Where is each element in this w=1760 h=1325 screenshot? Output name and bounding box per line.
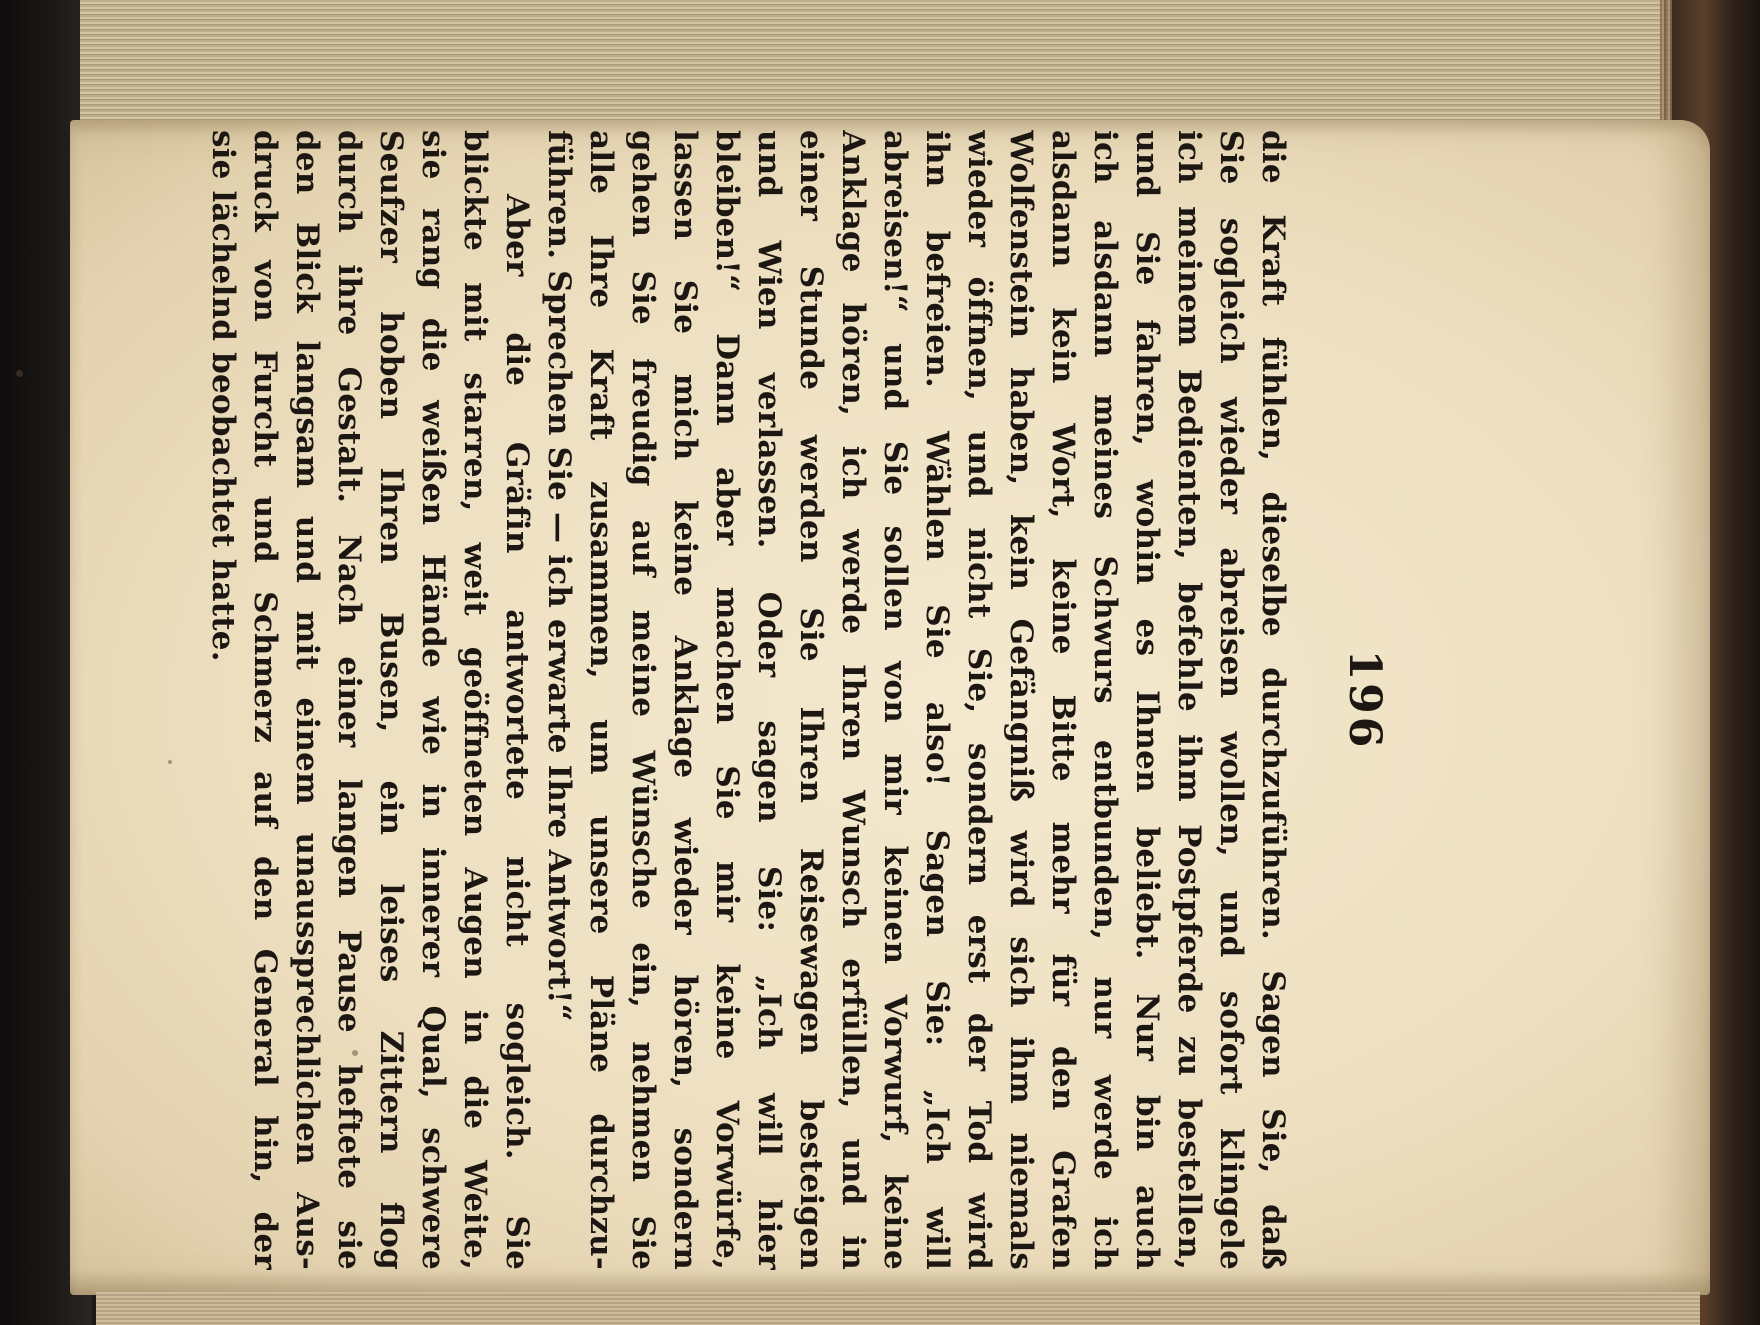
text-line: Aber die Gräfin antwortete nicht sogleich. Sie: [499, 194, 535, 1270]
text-line: sie lächelnd beobachtet hatte.: [205, 130, 241, 662]
text-line: ihn befreien. Wählen Sie also! Sagen Sie: „Ich will: [919, 130, 955, 1270]
body-text: [202, 130, 1294, 1270]
text-line: und Wien verlassen. Oder sagen Sie: „Ich will hier: [751, 130, 787, 1270]
text-line: blickte mit starren, weit geöffneten Augen in die Weite,: [457, 130, 493, 1270]
text-line: alle Ihre Kraft zusammen, um unsere Pläne durchzu-: [583, 130, 619, 1270]
rotated-text: [205, 130, 1390, 1270]
dust-speck: [168, 760, 172, 764]
text-line: führen. Sprechen Sie — ich erwarte Ihre Antwort!“: [541, 130, 577, 1022]
page-number: 196: [1339, 649, 1390, 751]
text-line: sie rang die weißen Hände wie in innerer Qual, schwere: [415, 130, 451, 1270]
text-line: ich meinem Bedienten, befehle ihm Postpferde zu bestellen,: [1171, 130, 1207, 1270]
text-line: und Sie fahren, wohin es Ihnen beliebt. Nur bin auch: [1129, 130, 1165, 1270]
text-line: durch ihre Gestalt. Nach einer langen Pause heftete sie: [331, 130, 367, 1270]
text-line: druck von Furcht und Schmerz auf den General hin, der: [247, 130, 283, 1270]
text-line: ich alsdann meines Schwurs entbunden, nur werde ich: [1087, 130, 1123, 1270]
text-line: Seufzer hoben Ihren Busen, ein leises Zittern flog: [373, 130, 409, 1270]
page-text-block: [205, 130, 1390, 1270]
page-edges-bottom: [96, 1292, 1700, 1325]
text-line: den Blick langsam und mit einem unaussprechlichen Aus-: [289, 130, 325, 1270]
text-line: abreisen!“ und Sie sollen von mir keinen Vorwurf, keine: [877, 130, 913, 1270]
text-line: wieder öffnen, und nicht Sie, sondern erst der Tod wird: [961, 130, 997, 1270]
text-line: Sie sogleich wieder abreisen wollen, und sofort klingele: [1213, 130, 1249, 1270]
text-line: alsdann kein Wort, keine Bitte mehr für den Grafen: [1045, 130, 1081, 1270]
dust-speck: [16, 370, 23, 377]
text-line: Wolfenstein haben, kein Gefängniß wird sich ihm niemals: [1003, 130, 1039, 1270]
text-line: die Kraft fühlen, dieselbe durchzuführen. Sagen Sie, daß: [1255, 130, 1291, 1270]
text-line: lassen Sie mich keine Anklage wieder hören, sondern: [667, 130, 703, 1270]
text-line: einer Stunde werden Sie Ihren Reisewagen besteigen: [793, 130, 829, 1270]
text-line: gehen Sie freudig auf meine Wünsche ein, nehmen Sie: [625, 130, 661, 1270]
page-edges-top: [80, 0, 1700, 137]
text-line: bleiben!“ Dann aber machen Sie mir keine Vorwürfe,: [709, 130, 745, 1270]
text-line: Anklage hören, ich werde Ihren Wunsch erfüllen, und in: [835, 130, 871, 1270]
